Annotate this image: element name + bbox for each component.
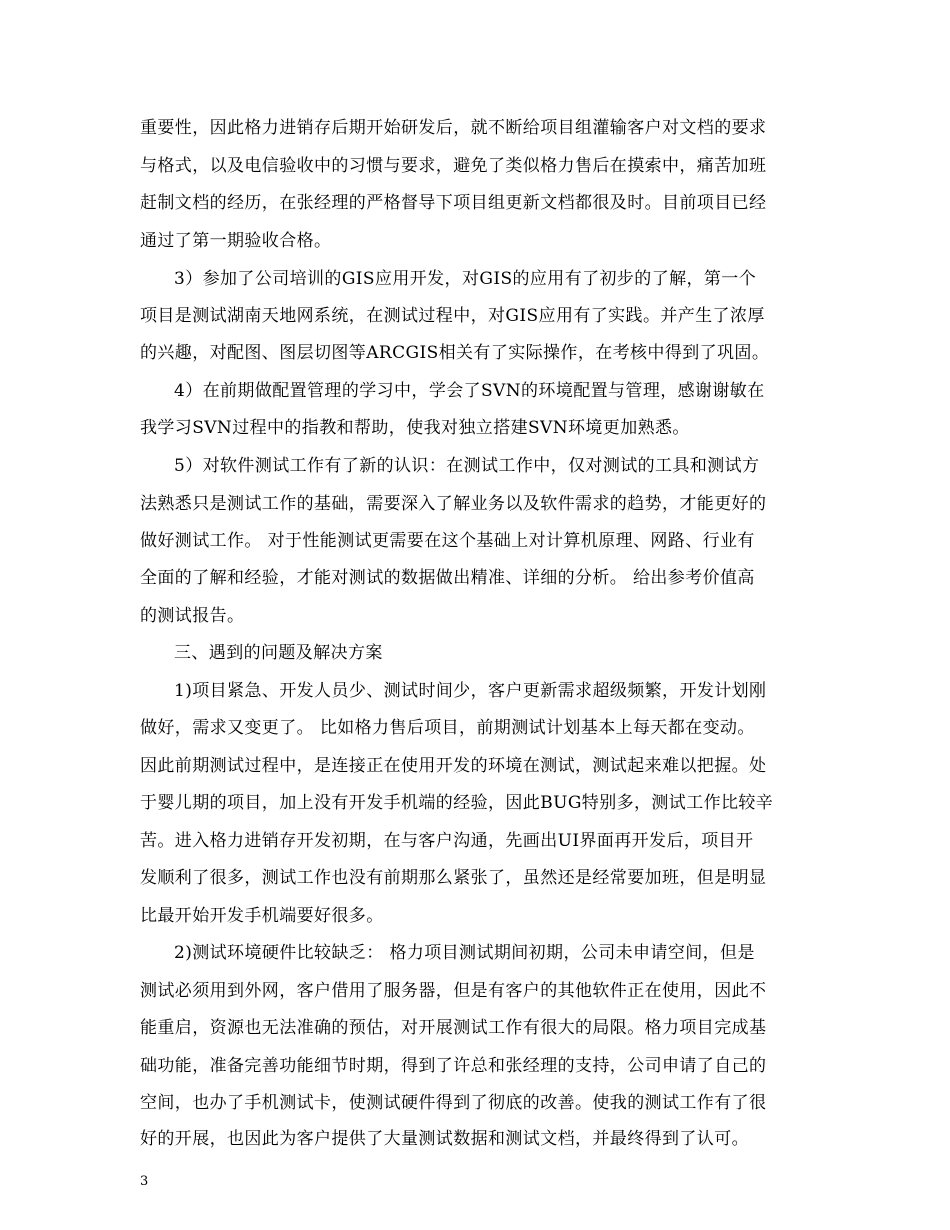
text-line: 通过了第一期验收合格。 bbox=[140, 231, 332, 251]
text-line: 发顺利了很多，测试工作也没有前期那么紧张了，虽然还是经常要加班，但是明显 bbox=[140, 868, 767, 888]
text-line: 比最开始开发手机端要好很多。 bbox=[140, 906, 384, 926]
text-line: 能重启，资源也无法准确的预估，对开展测试工作有很大的局限。格力项目完成基 bbox=[140, 1018, 767, 1038]
text-line: 于婴儿期的项目，加上没有开发手机端的经验，因此BUG特别多，测试工作比较辛 bbox=[140, 793, 774, 813]
text-line: 的兴趣，对配图、图层切图等ARCGIS相关有了实际操作，在考核中得到了巩固。 bbox=[140, 343, 770, 363]
text-line: 2)测试环境硬件比较缺乏： 格力项目测试期间初期，公司未申请空间，但是 bbox=[174, 943, 755, 963]
text-line: 5）对软件测试工作有了新的认识：在测试工作中，仅对测试的工具和测试方 bbox=[174, 456, 760, 476]
text-line: 因此前期测试过程中，是连接正在使用开发的环境在测试，测试起来难以把握。处 bbox=[140, 756, 767, 776]
text-line: 我学习SVN过程中的指教和帮助，使我对独立搭建SVN环境更加熟悉。 bbox=[140, 418, 690, 438]
text-line: 好的开展，也因此为客户提供了大量测试数据和测试文档，并最终得到了认可。 bbox=[140, 1129, 749, 1149]
text-line: 做好，需求又变更了。 比如格力售后项目，前期测试计划基本上每天都在变动。 bbox=[140, 718, 755, 738]
text-line: 空间，也办了手机测试卡，使测试硬件得到了彻底的改善。使我的测试工作有了很 bbox=[140, 1093, 767, 1113]
text-line: 3）参加了公司培训的GIS应用开发，对GIS的应用有了初步的了解，第一个 bbox=[174, 269, 757, 289]
text-line: 项目是测试湖南天地网系统，在测试过程中，对GIS应用有了实践。并产生了浓厚 bbox=[140, 306, 765, 326]
text-line: 1)项目紧急、开发人员少、测试时间少，客户更新需求超级频繁，开发计划刚 bbox=[174, 681, 767, 701]
section-heading: 三、遇到的问题及解决方案 bbox=[174, 643, 383, 663]
page-number: 3 bbox=[140, 1174, 149, 1189]
text-line: 测试必须用到外网，客户借用了服务器，但是有客户的其他软件正在使用，因此不 bbox=[140, 981, 767, 1001]
text-line: 做好测试工作。 对于性能测试更需要在这个基础上对计算机原理、网路、行业有 bbox=[140, 531, 755, 551]
text-line: 重要性，因此格力进销存后期开始研发后，就不断给项目组灌输客户对文档的要求 bbox=[140, 118, 767, 138]
text-line: 础功能，准备完善功能细节时期，得到了许总和张经理的支持，公司申请了自己的 bbox=[140, 1056, 767, 1076]
text-line: 与格式，以及电信验收中的习惯与要求，避免了类似格力售后在摸索中，痛苦加班 bbox=[140, 156, 767, 176]
text-line: 法熟悉只是测试工作的基础，需要深入了解业务以及软件需求的趋势，才能更好的 bbox=[140, 494, 767, 514]
text-line: 的测试报告。 bbox=[140, 606, 245, 626]
text-line: 4）在前期做配置管理的学习中，学会了SVN的环境配置与管理，感谢谢敏在 bbox=[174, 381, 765, 401]
text-line: 苦。进入格力进销存开发初期，在与客户沟通，先画出UI界面再开发后，项目开 bbox=[140, 831, 754, 851]
text-line: 赶制文档的经历，在张经理的严格督导下项目组更新文档都很及时。目前项目已经 bbox=[140, 193, 767, 213]
text-line: 全面的了解和经验，才能对测试的数据做出精准、详细的分析。 给出参考价值高 bbox=[140, 568, 755, 588]
